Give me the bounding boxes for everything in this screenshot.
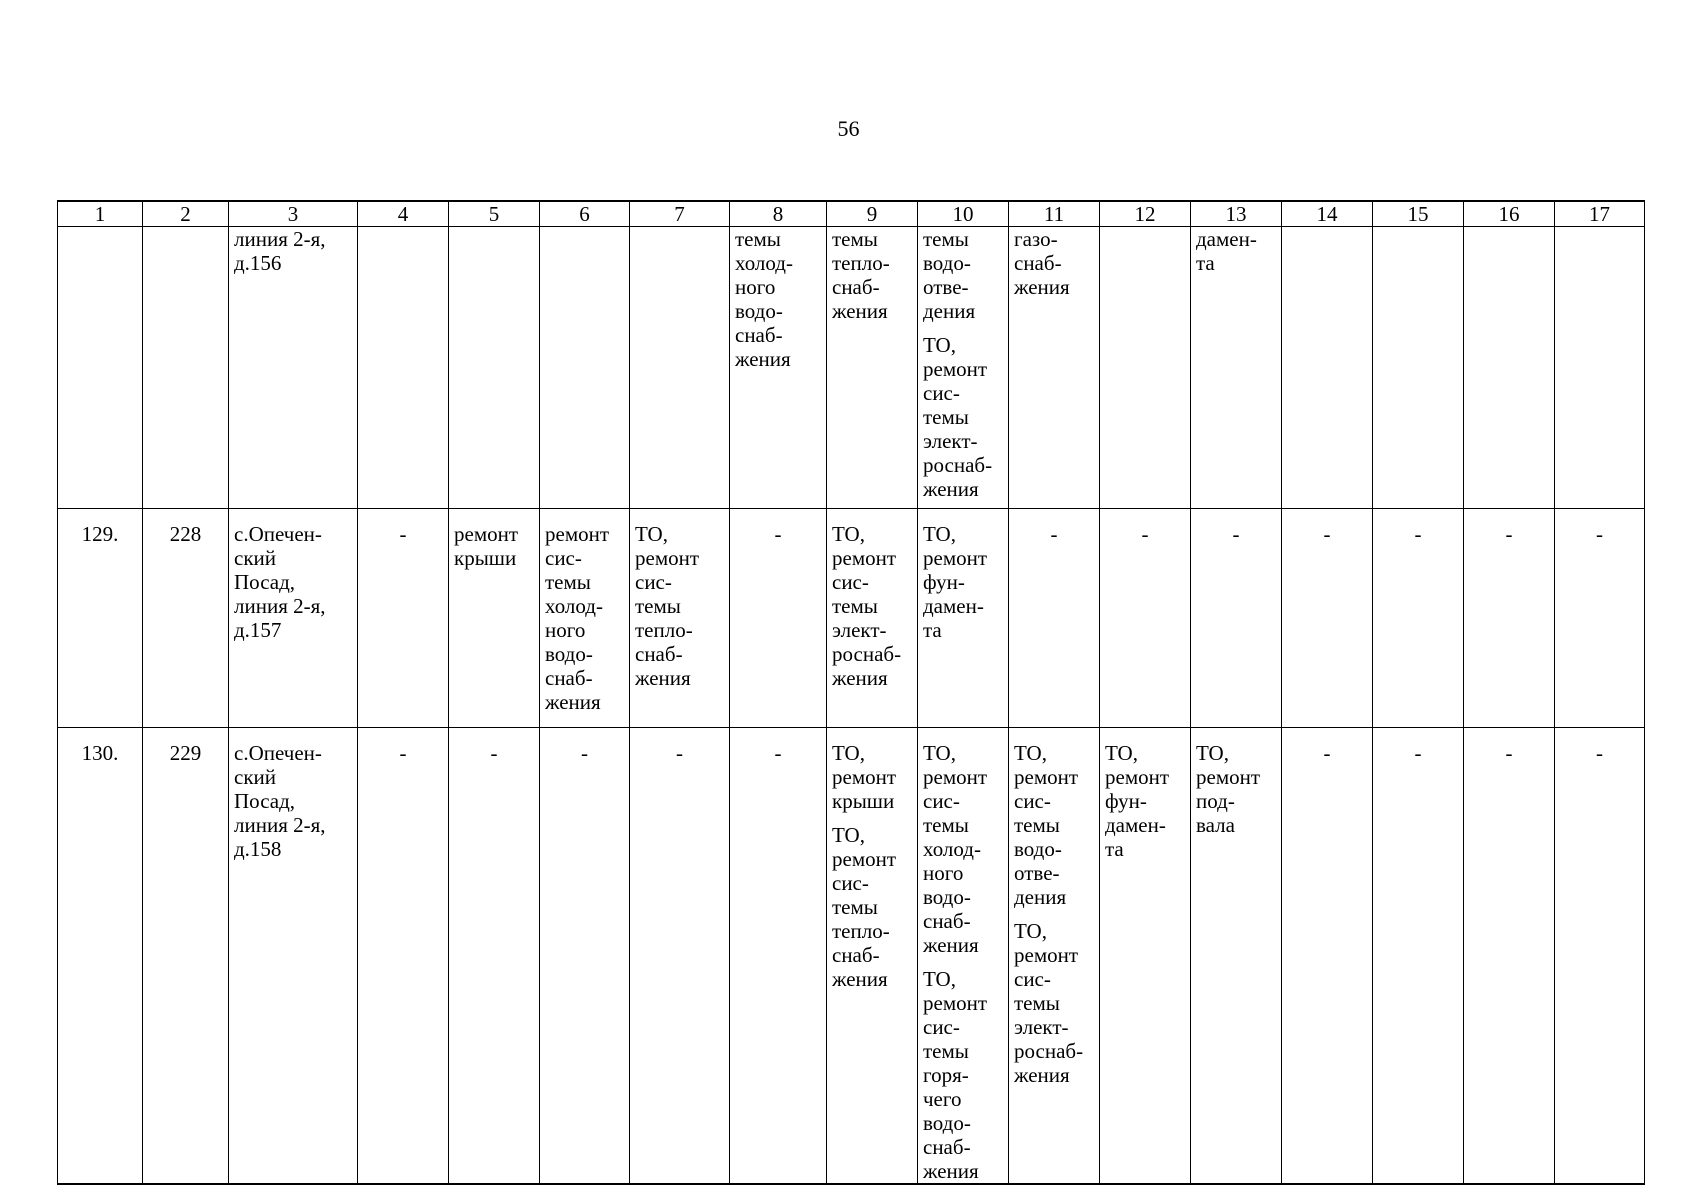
- table-cell: [1464, 728, 1555, 1185]
- cell-text: 130.: [81, 741, 119, 765]
- table-cell: [540, 728, 630, 1185]
- header-row: [58, 201, 1645, 227]
- cell-text: ТО, ремонт сис- темы холод- ного водо- снаб- жения: [923, 741, 988, 957]
- table-cell: [1100, 509, 1191, 728]
- table-cell: [918, 509, 1009, 728]
- cell-text: 229: [169, 741, 202, 765]
- column-header: 10: [918, 201, 1009, 227]
- table-cell: [730, 227, 827, 509]
- table-cell: [229, 509, 358, 728]
- table-cell: [1009, 227, 1100, 509]
- table-cell: [58, 227, 143, 509]
- cell-text: -: [1050, 522, 1058, 546]
- table-cell: [827, 227, 918, 509]
- cell-text: -: [1596, 522, 1603, 546]
- column-header: 13: [1191, 201, 1282, 227]
- table-cell: [1100, 227, 1191, 509]
- table-cell: [143, 509, 229, 728]
- column-header: 12: [1100, 201, 1191, 227]
- table-cell: [630, 227, 730, 509]
- cell-text: ремонт сис- темы холод- ного водо- снаб- жения: [545, 522, 610, 714]
- table-cell: [630, 728, 730, 1185]
- cell-text: ТО, ремонт фун- дамен- та: [1105, 741, 1170, 861]
- cell-text: ТО, ремонт сис- темы элект- роснаб- жения: [1014, 919, 1084, 1087]
- cell-text: -: [1505, 522, 1513, 546]
- cell-text: 129.: [81, 522, 119, 546]
- cell-text: -: [399, 741, 407, 765]
- table-cell: [1555, 227, 1645, 509]
- cell-text: ТО, ремонт под- вала: [1196, 741, 1261, 837]
- table-cell: [730, 509, 827, 728]
- column-header: 1: [58, 201, 143, 227]
- cell-text: газо- снаб- жения: [1014, 227, 1070, 299]
- cell-text: ТО, ремонт сис- темы горя- чего водо- снаб- жения: [923, 967, 988, 1183]
- table-cell: [358, 227, 449, 509]
- cell-text: -: [676, 741, 683, 765]
- cell-text: темы холод- ного водо- снаб- жения: [735, 227, 793, 371]
- table-cell: [827, 509, 918, 728]
- table-cell: [1282, 227, 1373, 509]
- cell-text: ТО, ремонт сис- темы водо- отве- дения: [1014, 741, 1079, 909]
- table-row: [58, 227, 1645, 509]
- table-cell: [1464, 227, 1555, 509]
- column-header: 9: [827, 201, 918, 227]
- cell-text: -: [1232, 522, 1240, 546]
- table-cell: [1009, 728, 1100, 1185]
- table-row: [58, 728, 1645, 1185]
- page-number: 56: [837, 116, 860, 141]
- table-cell: [1191, 728, 1282, 1185]
- column-header: 16: [1464, 201, 1555, 227]
- table-cell: [58, 728, 143, 1185]
- cell-text: -: [774, 741, 782, 765]
- table-cell: [449, 509, 540, 728]
- table-cell: [1191, 227, 1282, 509]
- cell-text: ТО, ремонт сис- темы элект- роснаб- жения: [832, 522, 902, 690]
- table-cell: [630, 509, 730, 728]
- repair-schedule-table: [57, 200, 1645, 1185]
- table-cell: [827, 728, 918, 1185]
- column-header: 15: [1373, 201, 1464, 227]
- table-cell: [1373, 509, 1464, 728]
- column-header: 7: [630, 201, 730, 227]
- table-cell: [918, 728, 1009, 1185]
- table-cell: [1100, 728, 1191, 1185]
- table-cell: [229, 728, 358, 1185]
- cell-text: с.Опечен- ский Посад, линия 2-я, д.158: [234, 741, 326, 861]
- column-header: 11: [1009, 201, 1100, 227]
- cell-text: -: [1596, 741, 1603, 765]
- cell-text: линия 2-я, д.156: [234, 227, 326, 275]
- table-cell: [1009, 509, 1100, 728]
- column-header: 8: [730, 201, 827, 227]
- cell-text: -: [1323, 522, 1331, 546]
- cell-text: дамен- та: [1196, 227, 1257, 275]
- table-cell: [143, 728, 229, 1185]
- cell-text: ТО, ремонт фун- дамен- та: [923, 522, 988, 642]
- column-header: 14: [1282, 201, 1373, 227]
- table-cell: [1555, 728, 1645, 1185]
- table-cell: [358, 728, 449, 1185]
- column-header: 6: [540, 201, 630, 227]
- column-header: 17: [1555, 201, 1645, 227]
- cell-text: -: [399, 522, 407, 546]
- table-cell: [918, 227, 1009, 509]
- table-cell: [58, 509, 143, 728]
- cell-text: с.Опечен- ский Посад, линия 2-я, д.157: [234, 522, 326, 642]
- table-cell: [449, 728, 540, 1185]
- table-cell: [449, 227, 540, 509]
- table-cell: [229, 227, 358, 509]
- table-cell: [540, 509, 630, 728]
- cell-text: -: [1414, 741, 1422, 765]
- cell-text: ТО, ремонт сис- темы тепло- снаб- жения: [635, 522, 700, 690]
- cell-text: -: [581, 741, 588, 765]
- table-cell: [1191, 509, 1282, 728]
- table-cell: [1373, 728, 1464, 1185]
- table-cell: [143, 227, 229, 509]
- cell-text: -: [1414, 522, 1422, 546]
- cell-text: ТО, ремонт сис- темы тепло- снаб- жения: [832, 823, 897, 991]
- column-header: 3: [229, 201, 358, 227]
- table-row: [58, 509, 1645, 728]
- cell-text: ТО, ремонт крыши: [832, 741, 897, 813]
- cell-text: -: [490, 741, 498, 765]
- column-header: 4: [358, 201, 449, 227]
- cell-text: 228: [169, 522, 202, 546]
- cell-text: -: [1141, 522, 1149, 546]
- table-cell: [1464, 509, 1555, 728]
- table-cell: [358, 509, 449, 728]
- cell-text: -: [1505, 741, 1513, 765]
- column-header: 2: [143, 201, 229, 227]
- table-cell: [730, 728, 827, 1185]
- cell-text: ТО, ремонт сис- темы элект- роснаб- жения: [923, 333, 993, 501]
- table-body: [58, 201, 1645, 1184]
- cell-text: -: [1323, 741, 1331, 765]
- cell-text: ремонт крыши: [454, 522, 519, 570]
- table-cell: [1555, 509, 1645, 728]
- table-cell: [1282, 509, 1373, 728]
- table-cell: [1282, 728, 1373, 1185]
- cell-text: темы тепло- снаб- жения: [832, 227, 890, 323]
- cell-text: темы водо- отве- дения: [923, 227, 976, 323]
- column-header: 5: [449, 201, 540, 227]
- cell-text: -: [774, 522, 782, 546]
- table-cell: [1373, 227, 1464, 509]
- table-cell: [540, 227, 630, 509]
